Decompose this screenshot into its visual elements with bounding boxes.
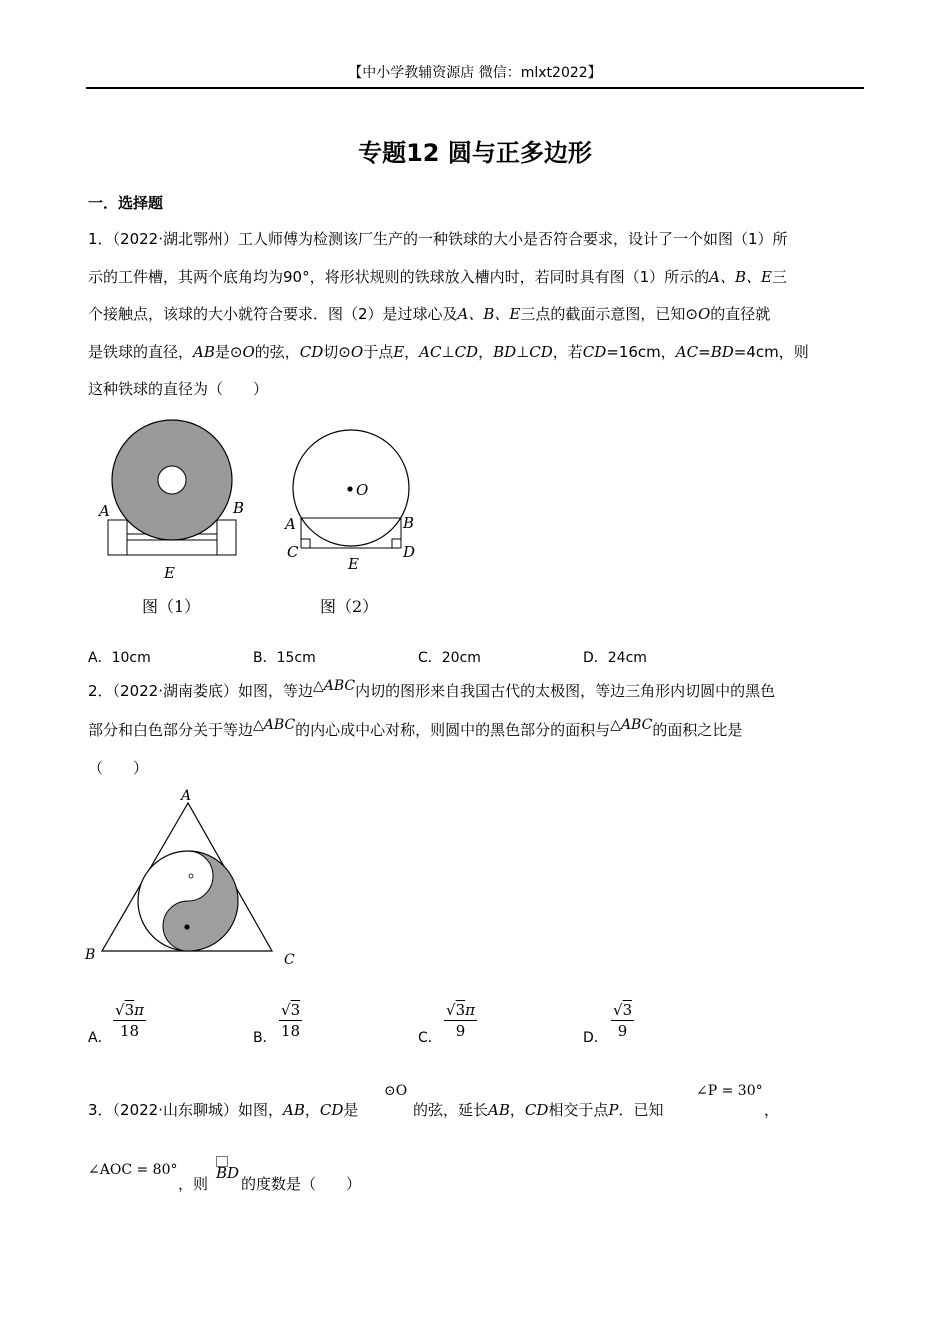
q1-line4: 是铁球的直径，AB是⊙O的弦，CD切⊙O于点E，AC⊥CD，BD⊥CD，若CD=16cm，AC=BD=4cm，则 — [88, 342, 809, 361]
q1-option-d[interactable]: D．24cm — [583, 650, 647, 666]
q2-line3: （ ） — [88, 759, 149, 777]
q2-option-c-letter[interactable]: C． — [418, 1030, 442, 1046]
fig1-label-a: A — [99, 502, 110, 520]
q2-line2: 部分和白色部分关于等边△ABC的内心成中心对称，则圆中的黑色部分的面积与△ABC的面积之比是 — [88, 716, 743, 739]
section-heading: 一．选择题 — [88, 194, 164, 212]
q1-line2: 示的工件槽，其两个底角均为90°，将形状规则的铁球放入槽内时，若同时具有图（1）所示的A、B、E三 — [88, 267, 787, 286]
fig1-right-block — [217, 520, 236, 555]
q1-line1: 1．（2022·湖北鄂州）工人师傅为检测该厂生产的一种铁球的大小是否符合要求，设计了一个如图（1）所 — [88, 230, 788, 248]
page-header: 【中小学教辅资源店 微信：mlxt2022】 — [348, 65, 602, 81]
q2-triangle-abc-2: △ABC — [253, 716, 296, 733]
fig2-right-angle-d — [392, 539, 401, 548]
q2-option-a-fraction: $\frac{√3\pi}{18}$ — [115, 1001, 144, 1040]
fig1-caption: 图（1） — [142, 597, 201, 616]
q2-taiji-eye-dark — [184, 924, 189, 929]
q3-line1-cont: 的弦，延长AB，CD相交于点P．已知 — [413, 1101, 664, 1119]
fig2-label-o: O — [356, 481, 369, 499]
fig1-label-b: B — [233, 499, 245, 517]
q3-arc-bd: BD — [216, 1164, 240, 1182]
q2-taiji-eye-light — [189, 874, 193, 878]
fig1-ball-hole — [158, 466, 186, 494]
fig2-label-d: D — [403, 543, 416, 561]
q3-angle-aoc: ∠AOC = 80° — [88, 1162, 178, 1178]
fig2-caption: 图（2） — [320, 597, 379, 616]
q1-figure-1 — [95, 410, 255, 625]
fig2-center-dot — [347, 486, 352, 491]
fig2-label-e: E — [348, 555, 359, 573]
fig2-label-b: B — [403, 514, 415, 532]
q3-line2-b: 的度数是（ ） — [241, 1175, 362, 1193]
q3-line2-a: ，则 — [178, 1175, 209, 1193]
q2-figure — [80, 783, 315, 973]
fig1-label-e: E — [164, 564, 175, 582]
page-title: 专题12 圆与正多边形 — [358, 139, 592, 167]
q1-option-b[interactable]: B．15cm — [253, 650, 316, 666]
q2-option-a-letter[interactable]: A． — [88, 1030, 112, 1046]
q2-triangle-abc-3: △ABC — [610, 716, 653, 733]
header-rule — [86, 87, 864, 89]
q1-text — [88, 221, 864, 409]
q2-text — [88, 673, 864, 788]
q2-line1: 2．（2022·湖南娄底）如图，等边△ABC内切的图形来自我国古代的太极图，等边三角形内切圆中的黑色 — [88, 678, 776, 700]
q1-option-a[interactable]: A．10cm — [88, 650, 151, 666]
q1-line5: 这种铁球的直径为（ ） — [88, 380, 269, 398]
fig1-left-block — [108, 520, 127, 555]
q3-angle-p: ∠P = 30° — [696, 1083, 763, 1099]
q1-line3: 个接触点，该球的大小就符合要求．图（2）是过球心及A、B、E三点的截面示意图，已知⊙O的直径就 — [88, 305, 771, 323]
q2-triangle-abc: △ABC — [313, 678, 356, 694]
q2-label-c: C — [284, 952, 295, 968]
q3-circle-o: ⊙O — [384, 1083, 408, 1099]
q2-label-b: B — [85, 947, 96, 963]
q2-option-d-fraction: $\frac{√3}{9}$ — [613, 1001, 633, 1040]
q3-comma: ， — [764, 1101, 780, 1119]
q3-line1: 3．（2022·山东聊城）如图，AB，CD是 — [88, 1101, 359, 1119]
q2-label-a: A — [181, 788, 192, 804]
fig2-label-a: A — [285, 515, 296, 533]
q2-option-b-letter[interactable]: B． — [253, 1030, 277, 1046]
q2-option-c-fraction: $\frac{√3\pi}{9}$ — [446, 1001, 475, 1040]
q1-option-c[interactable]: C．20cm — [418, 650, 481, 666]
q1-figure-2 — [280, 410, 425, 625]
q2-option-d-letter[interactable]: D． — [583, 1030, 608, 1046]
fig2-label-c: C — [287, 543, 299, 561]
q2-option-b-fraction: $\frac{√3}{18}$ — [281, 1001, 301, 1040]
fig2-right-angle-c — [301, 539, 310, 548]
